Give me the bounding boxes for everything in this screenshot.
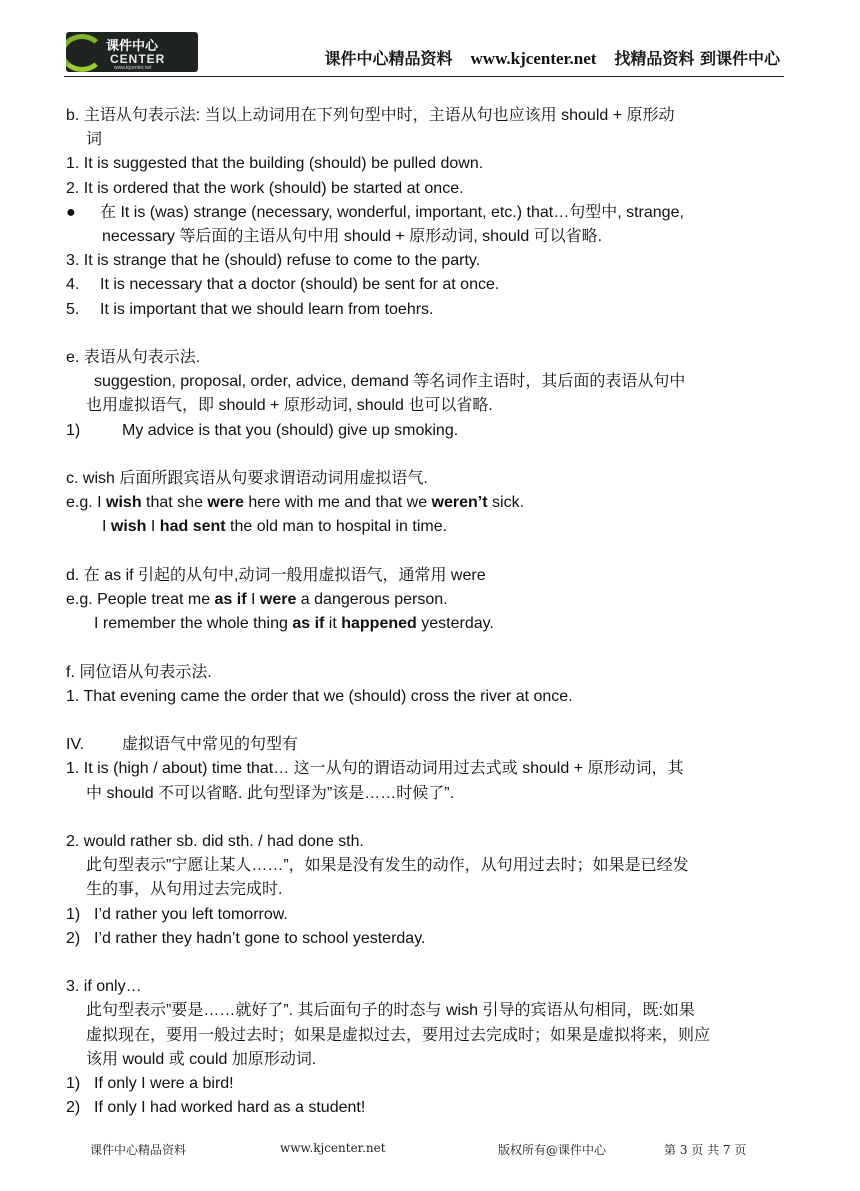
- pattern-3-desc: 此句型表示”要是……就好了”. 其后面句子的时态与 wish 引导的宾语从句相同，既:如果: [86, 1002, 695, 1020]
- example-text: I: [246, 591, 260, 609]
- section-number: IV.: [66, 736, 85, 754]
- logo-swoosh-icon: [66, 34, 104, 72]
- header-title: [307, 46, 781, 69]
- pattern-3-heading: 3. if only…: [66, 978, 142, 996]
- example-line: [66, 1072, 798, 1096]
- spacer: [66, 443, 798, 467]
- bullet-line: [66, 201, 798, 225]
- section-f-heading: f. 同位语从句表示法.: [66, 663, 212, 681]
- spacer: [66, 709, 798, 733]
- footer-site-link[interactable]: www.kjcenter.net: [280, 1141, 386, 1155]
- example-line: [66, 298, 798, 322]
- example-text: If only I were a bird!: [94, 1075, 234, 1093]
- page-header: [64, 30, 784, 77]
- example-text: If only I had worked hard as a student!: [94, 1099, 366, 1117]
- example-number: 4.: [66, 276, 80, 294]
- example-line: 1. It is suggested that the building (should) be pulled down.: [66, 155, 484, 173]
- example-line: [66, 927, 798, 951]
- bullet-line-cont: necessary 等后面的主语从句中用 should + 原形动词, should 可以省略.: [102, 228, 603, 246]
- document-body: [66, 104, 798, 1120]
- example-line: [66, 1096, 798, 1120]
- header-part2: 找精品资料 到课件中心: [614, 49, 780, 68]
- bold-keyword: happened: [341, 615, 417, 633]
- pattern-2-heading: 2. would rather sb. did sth. / had done sth.: [66, 833, 364, 850]
- example-line: 1. That evening came the order that we (should) cross the river at once.: [66, 687, 573, 705]
- section-b-heading-cont: 词: [86, 131, 103, 149]
- header-part1: 课件中心精品资料: [324, 49, 453, 68]
- spacer: [66, 951, 798, 975]
- section-c-heading: c. wish 后面所跟宾语从句要求谓语动词用虚拟语气.: [66, 470, 428, 488]
- example-text: that she: [141, 494, 208, 512]
- spacer: [66, 322, 798, 346]
- example-text: here with me and that we: [243, 494, 432, 512]
- pattern-2-desc-cont: 生的事，从句用过去完成时.: [86, 881, 283, 899]
- pattern-3-desc-cont: 虚拟现在，要用一般过去时；如果是虚拟过去，要用过去完成时；如果是虚拟将来，则应: [86, 1026, 711, 1044]
- example-line: [66, 273, 798, 297]
- example-number: 2): [66, 929, 81, 947]
- example-line: [66, 515, 798, 539]
- kjcenter-logo: [66, 32, 198, 72]
- example-line: [66, 419, 798, 443]
- example-number: 1): [66, 421, 81, 439]
- bold-keyword: wish: [110, 518, 147, 536]
- example-text: e.g. I: [66, 494, 107, 512]
- pattern-1-line-cont: 中 should 不可以省略. 此句型译为”该是……时候了”.: [86, 784, 455, 802]
- example-line: [66, 903, 798, 927]
- pattern-3-desc-cont: 该用 would 或 could 加原形动词.: [86, 1050, 317, 1068]
- header-site-link[interactable]: www.kjcenter.net: [470, 49, 597, 68]
- example-line: 2. It is ordered that the work (should) be started at once.: [66, 179, 464, 197]
- bold-keyword: wish: [106, 494, 142, 512]
- example-text: e.g. People treat me: [66, 591, 215, 609]
- section-title: 虚拟语气中常见的句型有: [122, 736, 299, 754]
- example-text: It is important that we should learn from toehrs.: [100, 300, 434, 318]
- example-text: a dangerous person.: [296, 591, 448, 609]
- example-text: yesterday.: [416, 615, 494, 633]
- example-line: [66, 588, 798, 612]
- logo-chinese-text: 课件中心: [106, 39, 159, 54]
- example-text: I’d rather they hadn’t gone to school yesterday.: [94, 929, 426, 947]
- spacer: [66, 540, 798, 564]
- example-text: My advice is that you (should) give up smoking.: [122, 421, 459, 439]
- bold-keyword: were: [259, 591, 297, 609]
- example-number: 5.: [66, 300, 80, 318]
- spacer: [66, 636, 798, 660]
- spacer: [66, 806, 798, 830]
- example-line: 3. It is strange that he (should) refuse to come to the party.: [66, 252, 481, 270]
- example-number: 1): [66, 905, 81, 923]
- bold-keyword: had sent: [159, 518, 226, 536]
- bold-keyword: as if: [292, 615, 325, 633]
- example-text: It is necessary that a doctor (should) be sent for at once.: [100, 276, 500, 294]
- example-text: I’d rather you left tomorrow.: [94, 905, 288, 923]
- section-e-desc-cont: 也用虚拟语气，即 should + 原形动词, should 也可以省略.: [86, 397, 493, 415]
- section-e-heading: e. 表语从句表示法.: [66, 349, 201, 367]
- footer-left: 课件中心精品资料: [90, 1143, 187, 1157]
- bullet-text: 在 It is (was) strange (necessary, wonderful, important, etc.) that…句型中, strange,: [100, 203, 684, 221]
- example-number: 2): [66, 1099, 81, 1117]
- bold-keyword: weren’t: [431, 494, 488, 512]
- example-text: it: [324, 615, 342, 633]
- logo-english-text: CENTER: [110, 52, 166, 66]
- footer-page-number: 第 3 页 共 7 页: [664, 1143, 747, 1157]
- section-e-desc: suggestion, proposal, order, advice, demand 等名词作主语时，其后面的表语从句中: [94, 373, 686, 391]
- example-number: 1): [66, 1075, 81, 1093]
- section-b-heading: b. 主语从句表示法: 当以上动词用在下列句型中时，主语从句也应该用 should + 原形动: [66, 107, 675, 124]
- bold-keyword: as if: [214, 591, 247, 609]
- example-line: [66, 491, 798, 515]
- example-line: [66, 612, 798, 636]
- example-text: the old man to hospital in time.: [225, 518, 448, 536]
- example-text: sick.: [487, 494, 525, 512]
- pattern-2-desc: 此句型表示”宁愿让某人……”，如果是没有发生的动作，从句用过去时；如果是已经发: [86, 857, 689, 875]
- section-iv-heading: [66, 733, 798, 757]
- example-text: I: [102, 518, 111, 536]
- logo-url-text: www.kjcenter.net: [114, 65, 152, 71]
- example-text: I: [146, 518, 160, 536]
- pattern-1-line: 1. It is (high / about) time that… 这一从句的谓语动词用过去式或 should + 原形动词，其: [66, 760, 684, 778]
- bullet-icon: ●: [66, 203, 76, 221]
- bold-keyword: were: [207, 494, 244, 512]
- section-d-heading: d. 在 as if 引起的从句中,动词一般用虚拟语气，通常用 were: [66, 566, 486, 584]
- example-text: I remember the whole thing: [94, 615, 293, 633]
- footer-copyright: 版权所有@课件中心: [498, 1143, 607, 1157]
